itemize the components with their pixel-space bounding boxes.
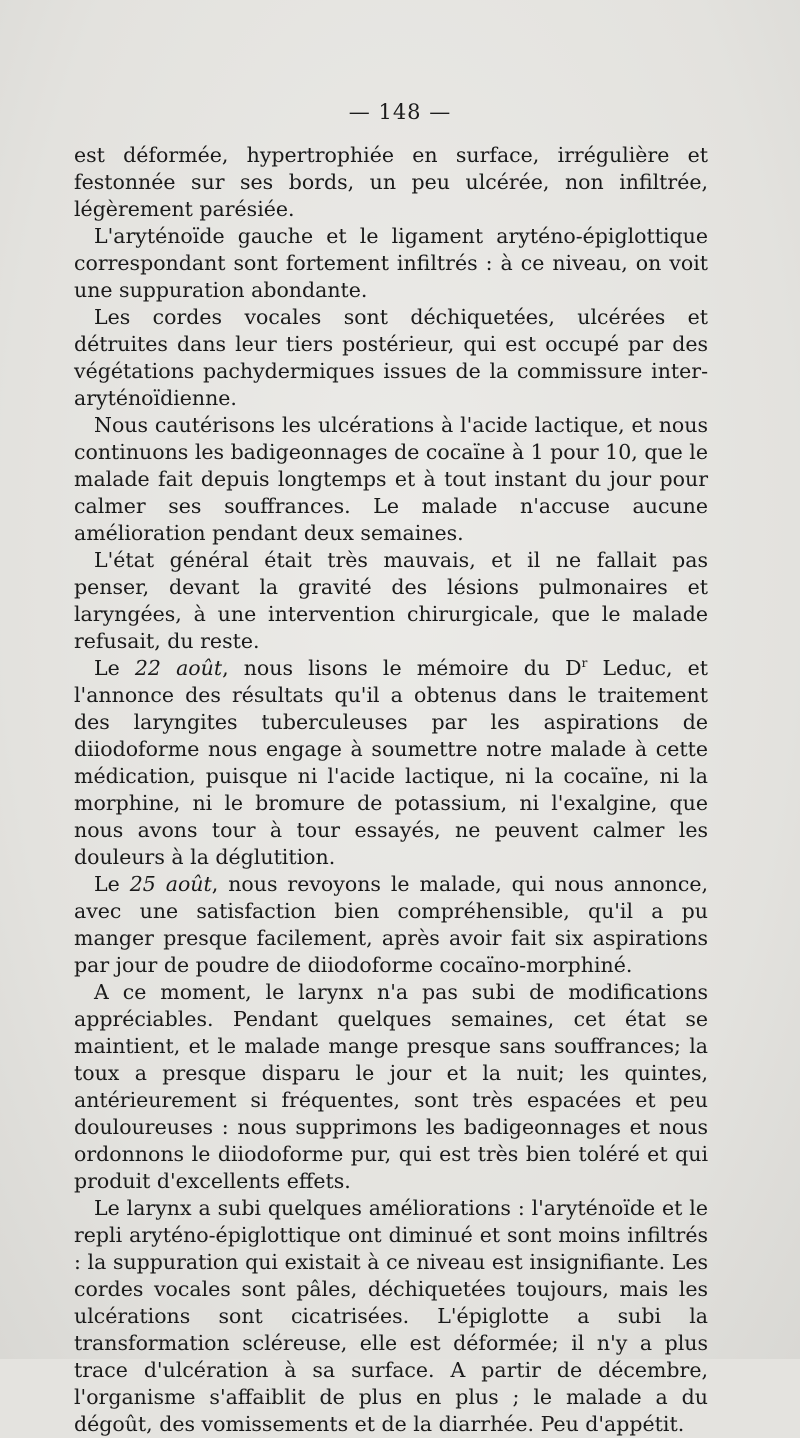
paragraph-1	[74, 142, 708, 223]
body-text	[74, 142, 708, 1438]
paragraph-9	[74, 1195, 708, 1438]
page-number: — 148 —	[348, 100, 452, 124]
date-text: 25 août	[129, 872, 212, 896]
paragraph-prefix: Le	[94, 872, 130, 896]
paragraph-text: L'état général était très mauvais, et il ne fallait pas penser, devant la gravité des lésions pulmonaires et laryngées, à une intervention chirurgicale, que le malade refusait, du reste.	[74, 548, 708, 653]
paragraph-text: est déformée, hypertrophiée en surface, irrégulière et festonnée sur ses bords, un peu ulcérée, non infiltrée, légèrement parésiée.	[74, 143, 708, 221]
paragraph-text: , nous lisons le mémoire du D	[222, 656, 582, 680]
date-text: 22 août	[134, 656, 223, 680]
paragraph-text: , nous revoyons le malade, qui nous annonce, avec une satisfaction bien compréhensible, qu'il a pu manger presque facilement, après avoir fait six aspirations par jour de poudre de diiodoforme cocaïno-morphiné.	[74, 872, 709, 977]
paragraph-text: L'aryténoïde gauche et le ligament aryténo-épiglottique correspondant sont fortement infiltrés : à ce niveau, on voit une suppuration abondante.	[74, 224, 708, 302]
paragraph-prefix: Le	[94, 656, 135, 680]
paragraph-6	[74, 655, 708, 871]
paragraph-5	[74, 547, 708, 655]
paragraph-text: A ce moment, le larynx n'a pas subi de modifications appréciables. Pendant quelques semaines, cet état se maintient, et le malade mange presque sans souffrances; la toux a presque disparu le jour et la nuit; les quintes, antérieurement si fréquentes, sont très espacées et peu douloureuses : nous supprimons les badigeonnages et nous ordonnons le diiodoforme pur, qui est très bien toléré et qui produit d'excellents effets.	[74, 980, 708, 1193]
paragraph-4	[74, 412, 708, 547]
paragraph-text: Le larynx a subi quelques améliorations : l'aryténoïde et le repli aryténo-épiglottique ont diminué et sont moins infiltrés : la suppuration qui existait à ce niveau est insignifiante. Les cordes vocales sont pâles, déchiquetées toujours, mais les ulcérations sont cicatrisées. L'épiglotte a subi la transformation scléreuse, elle est déformée; il n'y a plus trace d'ulcération à sa surface. A partir de décembre, l'organisme s'affaiblit de plus en plus ; le malade a du dégoût, des vomissements et de la diarrhée. Peu d'appétit.	[74, 1196, 708, 1436]
paragraph-7	[74, 871, 708, 979]
paragraph-8	[74, 979, 708, 1195]
paragraph-text: Nous cautérisons les ulcérations à l'acide lactique, et nous continuons les badigeonnages de cocaïne à 1 pour 10, que le malade fait depuis longtemps et à tout instant du jour pour calmer ses souffrances. Le malade n'accuse aucune amélioration pendant deux semaines.	[74, 413, 708, 545]
paragraph-text: Les cordes vocales sont déchiquetées, ulcérées et détruites dans leur tiers postérieur, qui est occupé par des végétations pachydermiques issues de la commissure inter-aryténoïdienne.	[74, 305, 708, 410]
superscript: r	[581, 656, 588, 671]
paragraph-2	[74, 223, 708, 304]
paragraph-3	[74, 304, 708, 412]
paragraph-text: Leduc, et l'annonce des résultats qu'il a obtenus dans le traitement des laryngites tuberculeuses par les aspirations de diiodoforme nous engage à soumettre notre malade à cette médication, puisque ni l'acide lactique, ni la cocaïne, ni la morphine, ni le bromure de potassium, ni l'exalgine, que nous avons tour à tour essayés, ne peuvent calmer les douleurs à la déglutition.	[74, 656, 709, 869]
